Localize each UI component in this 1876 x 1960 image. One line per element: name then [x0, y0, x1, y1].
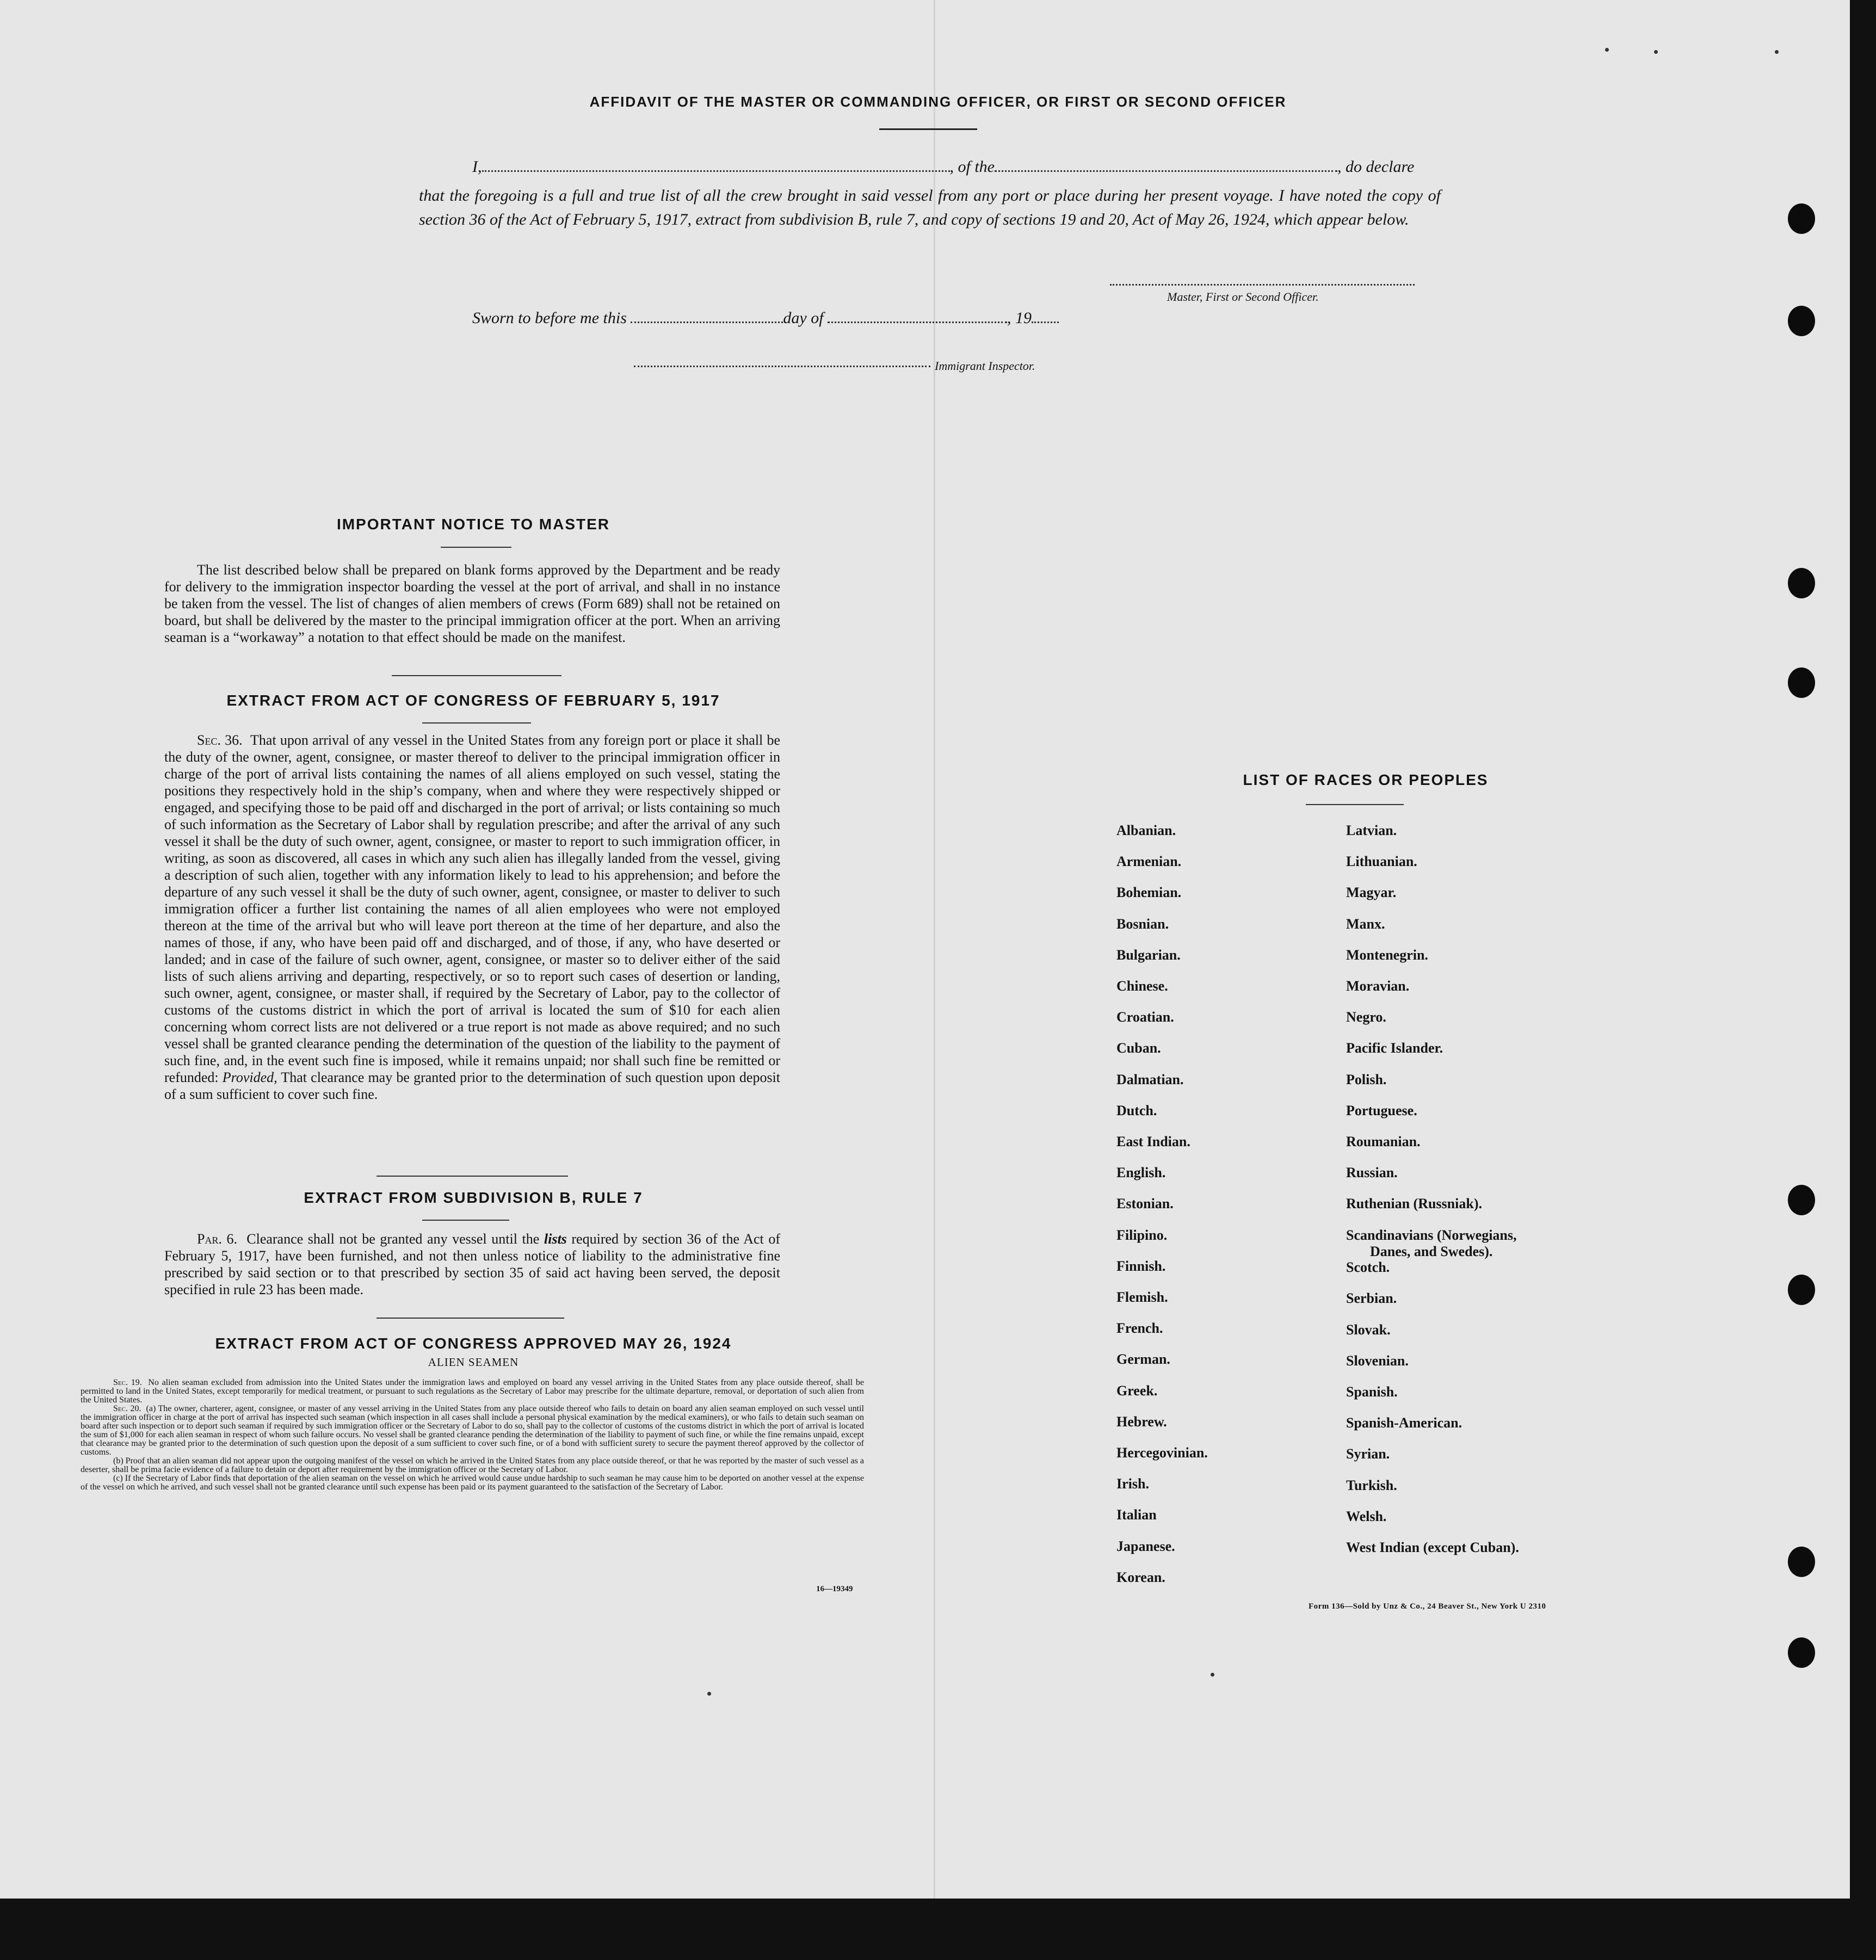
provided-word: Provided, [222, 1069, 277, 1085]
notice-paragraph: The list described below shall be prepared on blank forms approved by the Department and be ready for delivery to the immigration inspector boarding the vessel at the port of arrival, and shall in no instance be taken from the vessel. The list of changes of alien members of crews (Form 689) shall not be retained on board, but shall be delivered by the master to the principal immigration officer at the port. When an arriving seaman is a “workaway” a notation to that effect should be made on the manifest. [164, 562, 780, 645]
race-item: West Indian (except Cuban). [1346, 1539, 1519, 1555]
signature-caption: Master, First or Second Officer. [1167, 290, 1319, 304]
notice-text [164, 561, 780, 646]
notice-rule [441, 547, 511, 548]
race-item: Dalmatian. [1116, 1072, 1184, 1087]
rule7-rule [422, 1220, 509, 1221]
vessel-name-field[interactable] [995, 158, 1337, 172]
race-item: Japanese. [1116, 1538, 1175, 1554]
race-item: Korean. [1116, 1569, 1165, 1585]
race-item: Spanish-American. [1346, 1415, 1462, 1431]
extract-1917-rule [422, 722, 531, 724]
race-item: Danes, and Swedes). [1370, 1244, 1493, 1259]
section-20c-text: (c) If the Secretary of Labor finds that deportation of the alien seaman on the vessel on which he arrived would cause undue hardship to such seaman he may cause him to be deported on another vessel at the expense of the vessel on which he arrived, and such vessel shall not be granted clearance until such expense has been paid or its payment guaranteed to the satisfaction of the Secretary of Labor. [81, 1474, 864, 1492]
section-36-label: Sec. 36. [197, 732, 243, 748]
sworn-prefix: Sworn to before me this [472, 309, 627, 327]
race-item: Irish. [1116, 1476, 1149, 1492]
scan-speck [1654, 50, 1658, 54]
print-code: 16—19349 [816, 1585, 853, 1593]
race-item: Dutch. [1116, 1103, 1157, 1118]
rule7-text [164, 1231, 780, 1298]
section-divider [377, 1176, 568, 1177]
binder-hole [1788, 1185, 1815, 1215]
binder-hole [1788, 306, 1815, 336]
day-of-label: day of [783, 309, 824, 327]
affidavit-title: AFFIDAVIT OF THE MASTER OR COMMANDING OFFICER, OR FIRST OR SECOND OFFICER [589, 94, 1287, 110]
race-item: Montenegrin. [1346, 947, 1428, 963]
race-item: Finnish. [1116, 1258, 1166, 1274]
section-divider [392, 675, 561, 676]
binder-hole [1788, 203, 1815, 234]
race-item: Moravian. [1346, 978, 1410, 994]
scan-speck [707, 1692, 711, 1696]
race-item: French. [1116, 1320, 1163, 1336]
race-item: Scandinavians (Norwegians, [1346, 1227, 1517, 1243]
extract-1924-title: EXTRACT FROM ACT OF CONGRESS APPROVED MAY 26, 1924 [215, 1335, 732, 1352]
extract-1917-title: EXTRACT FROM ACT OF CONGRESS OF FEBRUARY 5, 1917 [226, 692, 720, 709]
par-6-text: Clearance shall not be granted any vessel until the [246, 1231, 540, 1247]
race-item: Croatian. [1116, 1009, 1174, 1025]
section-20a-text: (a) The owner, charterer, agent, consignee, or master of any vessel arriving in the United States from any place outside thereof who fails to detain on board any alien seaman employed on such vessel until the immigration officer in charge at the port of arrival has inspected such seaman (which inspection in all cases shall include a personal physical examination by the medical examiners), or who fails to detain such seaman on board after such inspection or to deport such seaman if required by such immigration officer or the Secretary of Labor to do so, shall pay to the collector of customs of the customs district in which the port of arrival is located the sum of $1,000 for each alien seaman in respect of whom such failure occurs. No vessel shall be granted clearance pending the determination of the liability to payment of such fine, or while the fine remains unpaid, except that clearance may be granted prior to the determination of such question upon the deposit of a sum sufficient to cover such fine, or of a bond with sufficient surety to secure the payment thereof approved by the collector of customs. [81, 1404, 865, 1457]
race-item: Flemish. [1116, 1289, 1168, 1305]
race-item: Bulgarian. [1116, 947, 1181, 963]
races-title: LIST OF RACES OR PEOPLES [1243, 771, 1489, 788]
scan-frame-right [1850, 0, 1876, 1960]
race-item: Latvian. [1346, 823, 1397, 838]
race-item: Ruthenian (Russniak). [1346, 1196, 1482, 1211]
race-item: English. [1116, 1165, 1166, 1180]
rule7-title: EXTRACT FROM SUBDIVISION B, RULE 7 [304, 1189, 643, 1206]
section-36-text: That upon arrival of any vessel in the United States from any foreign port or place it shall be the duty of the owner, agent, consignee, or master thereof to deliver to the principal immigration officer in charge of the port of arrival lists containing the names of all aliens employed on such vessel, stating the positions they respectively hold in the ship’s company, when and where they were respectively shipped or engaged, and specifying those to be paid off and discharged in the port of arrival; or lists containing so much of such information as the Secretary of Labor shall by regulation prescribe; and after the arrival of any such vessel it shall be the duty of such owner, agent, consignee, or master to report to such immigration officer, in writing, as soon as discovered, all cases in which any such alien has illegally landed from the vessel, giving a description of such alien, together with any information likely to lead to his apprehension; and before the departure of any such vessel it shall be the duty of such owner, agent, consignee, or master to deliver to such immigration officer a further list containing the names of all alien employees who were not employed thereon at the time of the arrival but who will leave port thereon at the time of her departure, and also the names of those, if any, who have been paid off and discharged, and of those, if any, who have deserted or landed; and in case of the failure of such owner, agent, consignee, or master so to deliver either of the said lists of such aliens arriving and departing, respectively, or so to report such cases of desertion or landing, such owner, agent, consignee, or master shall, if required by the Secretary of Labor, pay to the collector of customs of the customs district in which the port of arrival is located the sum of $10 for each alien concerning whom correct lists are not delivered or a true report is not made as above required; and no such vessel shall be granted clearance pending the determination of the question of the liability to the payment of such fine, and, in the event such fine is imposed, while it remains unpaid; nor shall such fine be remitted or refunded: [164, 732, 781, 1085]
year-label: , 19 [1007, 309, 1032, 327]
binder-hole [1788, 1547, 1815, 1577]
sworn-month-field[interactable] [828, 310, 1007, 323]
declarant-prefix: I, [472, 158, 482, 176]
signature-line[interactable] [1110, 284, 1415, 286]
sworn-line [472, 309, 1059, 327]
race-item: Chinese. [1116, 978, 1168, 994]
race-item: Albanian. [1116, 823, 1176, 838]
race-item: Estonian. [1116, 1196, 1174, 1211]
race-item: Slovenian. [1346, 1353, 1409, 1369]
race-item: Russian. [1346, 1165, 1398, 1180]
title-rule [879, 128, 977, 130]
race-item: Greek. [1116, 1383, 1158, 1399]
section-divider [377, 1318, 564, 1319]
race-item: Pacific Islander. [1346, 1040, 1443, 1056]
declarant-name-field[interactable] [482, 158, 950, 172]
inspector-signature-line[interactable] [634, 366, 930, 367]
race-item: German. [1116, 1351, 1170, 1367]
binder-hole [1788, 1275, 1815, 1305]
binder-hole [1788, 667, 1815, 698]
affidavit-declaration-line [472, 158, 1441, 176]
race-item: Hercegovinian. [1116, 1445, 1208, 1461]
scan-speck [1605, 48, 1609, 52]
section-19-text: No alien seaman excluded from admission into the United States under the immigration laws and employed on board any vessel arriving in the United States from any place outside thereof, shall be permitted to land in the United States, except temporarily for medical treatment, or pursuant to such regulations as the Secretary of Labor may prescribe for the ultimate departure, removal, or deportation of such alien from the United States. [81, 1378, 864, 1405]
race-item: East Indian. [1116, 1134, 1190, 1149]
lists-word: lists [544, 1231, 567, 1247]
race-item: Hebrew. [1116, 1414, 1167, 1430]
race-item: Armenian. [1116, 854, 1182, 869]
race-item: Lithuanian. [1346, 854, 1417, 869]
race-item: Roumanian. [1346, 1134, 1421, 1149]
affidavit-body: that the foregoing is a full and true list of all the crew brought in said vessel from any port or place during her present voyage. I have noted the copy of section 36 of the Act of February 5, 1917, extract from subdivision B, rule 7, and copy of sections 19 and 20, Act of May 26, 1924, which appear below. [419, 187, 1441, 228]
par-6-label: Par. 6. [197, 1231, 238, 1247]
page-fold [934, 0, 935, 1899]
alien-seamen-subtitle: ALIEN SEAMEN [428, 1356, 519, 1369]
section-20b-text: (b) Proof that an alien seaman did not appear upon the outgoing manifest of the vessel on which he arrived in the United States from any place outside thereof, or that he was reported by the master of such vessel as a deserter, shall be prima facie evidence of a failure to detain or deport after requirement by the immigration officer or the Secretary of Labor. [81, 1456, 864, 1474]
sworn-year-field[interactable] [1032, 310, 1059, 323]
scan-speck [1775, 50, 1779, 54]
race-item: Syrian. [1346, 1446, 1390, 1462]
race-item: Portuguese. [1346, 1103, 1417, 1118]
binder-hole [1788, 568, 1815, 598]
inspector-caption: Immigrant Inspector. [935, 359, 1035, 373]
races-rule [1306, 804, 1404, 805]
section-36-proviso: That clearance may be granted prior to the determination of such question upon deposit of a sum sufficient to cover such fine. [164, 1069, 781, 1102]
race-item: Bohemian. [1116, 885, 1182, 900]
scan-speck [1211, 1673, 1214, 1677]
race-item: Manx. [1346, 916, 1385, 932]
race-item: Serbian. [1346, 1290, 1397, 1306]
race-item: Bosnian. [1116, 916, 1169, 932]
race-item: Polish. [1346, 1072, 1387, 1087]
race-item: Magyar. [1346, 885, 1397, 900]
race-item: Spanish. [1346, 1384, 1398, 1400]
race-item: Cuban. [1116, 1040, 1161, 1056]
scan-frame-bottom [0, 1899, 1876, 1960]
extract-1924-text [81, 1378, 864, 1492]
section-19-label: Sec. 19. [113, 1378, 142, 1387]
extract-1917-text [164, 732, 780, 1103]
form-note: Form 136—Sold by Unz & Co., 24 Beaver St., New York U 2310 [1309, 1602, 1546, 1611]
race-item: Italian [1116, 1507, 1157, 1523]
race-item: Turkish. [1346, 1477, 1397, 1493]
sworn-day-field[interactable] [631, 310, 783, 323]
race-item: Slovak. [1346, 1322, 1391, 1338]
do-declare-label: , do declare [1337, 158, 1415, 176]
of-the-label: , of the [949, 158, 995, 176]
par-6-text-continued: required by section 36 of the Act of February 5, 1917, have been furnished, and not then unless notice of liability to the administrative fine prescribed by said section or to that prescribed by section 35 of said act having been served, the deposit specified in rule 23 has been made. [164, 1231, 780, 1297]
race-item: Negro. [1346, 1009, 1386, 1025]
race-item: Scotch. [1346, 1259, 1390, 1275]
binder-hole [1788, 1637, 1815, 1668]
race-item: Welsh. [1346, 1508, 1387, 1524]
race-item: Filipino. [1116, 1227, 1168, 1243]
notice-title: IMPORTANT NOTICE TO MASTER [336, 516, 610, 533]
section-20-label: Sec. 20. [113, 1404, 141, 1413]
